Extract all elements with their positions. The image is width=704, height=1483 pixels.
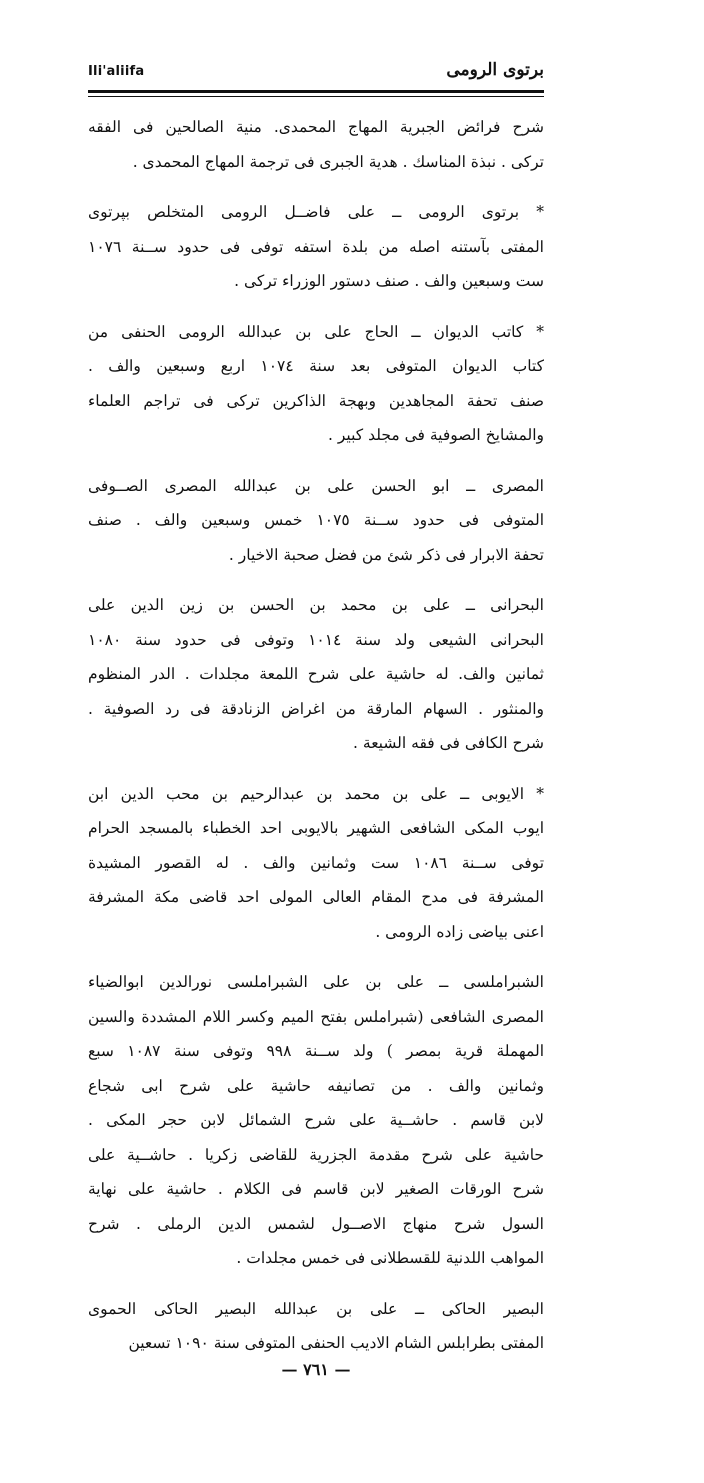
text-line: اعنى بياضى زاده الرومى . [375,922,544,941]
text-line: ثمانين والف. له حاشية على شرح اللمعة مجلدات . الدر المنظوم [88,665,544,683]
text-line: المتوفى فى حدود ســنة ١٠٧٥ خمس وسبعين والف . صنف [88,511,544,529]
text-line: المصرى الشافعى (شبراملس بفتح الميم وكسر اللام المشددة والسين [88,1007,544,1026]
page-number: — ٧٦١ — [281,1360,351,1379]
text-line: صنف تحفة المجاهدين وبهجة الذاكرين تركى فى تراجم العلماء [88,391,544,410]
text-line: * برتوى الرومى ــ على فاضــل الرومى المتخلص بپرتوى [88,203,544,221]
text-line: البحرانى الشيعى ولد سنة ١٠١٤ وتوفى فى حدود سنة ١٠٨٠ [88,630,544,649]
text-line: المواهب اللدنية للقسطلانى فى خمس مجلدات . [236,1249,544,1267]
text-line: شرح فرائض الجبرية المهاج المحمدى. منية الصالحين فى الفقه [88,118,544,136]
entry-paragraph [88,315,544,453]
text-line: والمشايخ الصوفية فى مجلد كبير . [328,426,544,444]
page-body [88,110,544,1377]
entry-paragraph [88,110,544,179]
header-rule-thin [88,96,544,97]
text-line: والمنثور . السهام المارقة من اغراض الزنادقة فى رد الصوفية . [88,699,544,718]
text-line: لابن قاسم . حاشــية على شرح الشمائل لابن حجر المكى . [88,1111,544,1129]
header-rule-thick [88,90,544,93]
text-line: المهملة قرية بمصر ) ولد ســنة ٩٩٨ وتوفى سنة ١٠٨٧ سبع [88,1042,544,1060]
text-line: كتاب الديوان المتوفى بعد سنة ١٠٧٤ اربع وسبعين والف . [88,357,544,375]
text-line: شرح الورقات الصغير لابن قاسم فى الكلام . حاشية على نهاية [88,1180,544,1198]
text-line: حاشية على شرح مقدمة الجزرية للقاضى زكريا . حاشــية على [88,1145,544,1164]
text-line: وثمانين والف . من تصانيفه حاشية على شرح ابى شجاع [88,1076,544,1095]
text-line: تحفة الابرار فى ذكر شئ من فضل صحبة الاخيار . [228,545,544,564]
text-line: المفتى بآستنه اصله من بلدة استفه توفى فى حدود ســنة ١٠٧٦ [88,237,544,256]
text-line: ايوب المكى الشافعى الشهير بالايوبى احد الخطباء بالمسجد الحرام [88,819,544,837]
text-line: السول شرح منهاج الاصــول لشمس الدين الرملى . شرح [88,1214,544,1233]
text-line: البصير الحاكى ــ على بن عبدالله البصير الحاكى الحموى [88,1299,544,1318]
text-line: تركى . نبذة المناسك . هدية الجبرى فى ترجمة المهاج المحمدى . [132,152,544,171]
text-line: الشبراملسى ــ على بن على الشبراملسى نورالدين ابوالضياء [88,973,544,991]
entry-paragraph [88,195,544,299]
header-right-title: برتوى الرومى [446,60,544,80]
text-line: المصرى ــ ابو الحسن على بن عبدالله المصرى الصــوفى [88,476,544,495]
entry-paragraph [88,965,544,1276]
text-line: * كاتب الديوان ــ الحاج على بن عبدالله الرومى الحنفى من [88,322,544,341]
entry-paragraph [88,1292,544,1361]
running-header [88,60,544,90]
text-line: * الايوبى ــ على بن محمد بن عبدالرحيم بن محب الدين ابن [88,784,544,803]
entry-paragraph [88,469,544,573]
text-line: توفى ســنة ١٠٨٦ ست وثمانين والف . له القصور المشيدة [88,853,544,872]
entry-paragraph [88,777,544,950]
header-left-label: Ili'aliifa [88,64,145,79]
text-line: شرح الكافى فى فقه الشيعة . [353,734,544,752]
text-line: البحرانى ــ على بن محمد بن الحسن بن زين الدين على [88,596,544,614]
entry-paragraph [88,588,544,761]
text-line: المفتى بطرابلس الشام الاديب الحنفى المتوفى سنة ١٠٩٠ تسعين [128,1334,544,1352]
text-line: المشرفة فى مدح المقام العالى المولى احد قاضى مكة المشرفة [88,888,544,906]
text-line: ست وسبعين والف . صنف دستور الوزراء تركى . [234,272,544,290]
book-page [88,60,544,1460]
